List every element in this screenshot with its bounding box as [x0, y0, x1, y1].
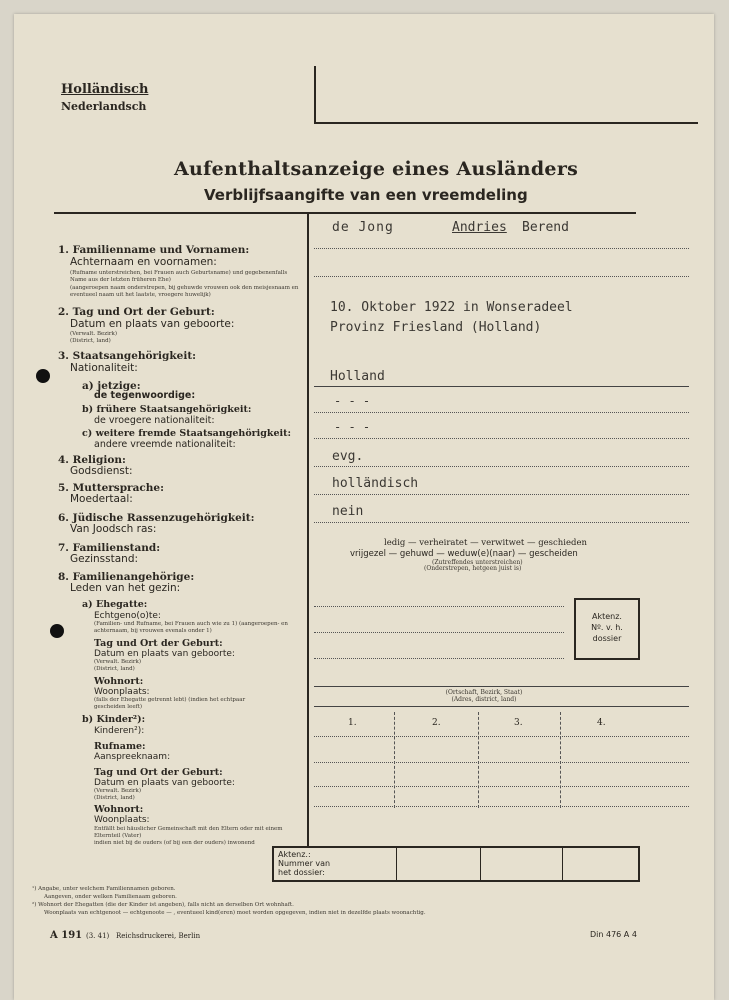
child-sep-2	[478, 712, 479, 808]
punch-hole-top	[36, 369, 50, 383]
marital-options-de: ledig — verheiratet — verwitwet — geschieden	[384, 538, 587, 548]
field-3c-label-de: c) weitere fremde Staatsangehörigkeit:	[82, 428, 292, 439]
child-col-3: 3.	[514, 718, 523, 728]
children-line-4	[314, 806, 689, 807]
field-7-label-de: 7. Familienstand:	[58, 542, 161, 554]
value-first-name: Andries	[452, 220, 507, 235]
field-8-label-de: 8. Familienangehörige:	[58, 571, 195, 583]
form-id: A 191	[50, 930, 83, 941]
field-8a-note: (Familien- und Rufname, bei Frauen auch wie zu 1) (aangeroepen- en achternaam, bij vrouwen evenals onder 1)	[94, 621, 288, 634]
din-format: Din 476 A 4	[590, 930, 637, 939]
title-nl: Verblijfsaangifte van een vreemdeling	[204, 186, 528, 204]
field-8b-label-nl: Kinderen²):	[94, 726, 145, 736]
nationality-other-line	[314, 438, 689, 439]
form-date: (3. 41)	[86, 932, 110, 940]
dossier-row-l2: Nummer van	[278, 859, 331, 868]
name-line-2	[314, 276, 689, 277]
dossier-box-line2: Nº. v. h.	[591, 623, 623, 632]
language-line	[314, 494, 689, 495]
spouse-rule	[314, 686, 689, 687]
field-1-label-de: 1. Familienname und Vornamen:	[58, 244, 250, 256]
header-rule	[54, 212, 636, 214]
registry-box-left	[314, 66, 316, 124]
value-nationality-now: Holland	[330, 369, 385, 384]
value-language: holländisch	[332, 476, 419, 491]
language-nl: Nederlandsch	[61, 100, 147, 113]
field-1-label-nl: Achternaam en voornamen:	[70, 256, 217, 268]
field-3a-label-de: a) jetzige:	[82, 380, 141, 392]
dossier-row-sep-1	[396, 848, 397, 880]
field-5-label-nl: Moedertaal:	[70, 493, 133, 505]
field-8a-birth-note: (Verwalt. Bezirk) (District, land)	[94, 659, 142, 672]
field-1-note-nl: (aangeroepen naam onderstrepen, bij gehuwde vrouwen ook den meisjesnaam en eventueel naam uit het laatste, vroegere huwelijk)	[70, 285, 299, 298]
field-8a-res-de: Wohnort:	[94, 676, 144, 687]
field-8b-res-de: Wohnort:	[94, 804, 144, 815]
field-8a-birth-de: Tag und Ort der Geburt:	[94, 638, 223, 649]
child-sep-1	[394, 712, 395, 808]
field-8a-res-nl: Woonplaats:	[94, 687, 150, 697]
field-7-label-nl: Gezinsstand:	[70, 553, 139, 565]
footnote-1-nl: Aangeven, onder welken Familienaam geboren.	[44, 894, 177, 900]
field-8b-name-nl: Aanspreeknaam:	[94, 752, 171, 762]
registry-box-bottom	[314, 122, 698, 124]
field-8b-res-nl: Woonplaats:	[94, 815, 150, 825]
value-surname: de Jong	[332, 220, 394, 235]
title-de: Aufenthaltsanzeige eines Ausländers	[174, 158, 579, 180]
value-nationality-other: - - -	[334, 420, 371, 434]
field-3-label-de: 3. Staatsangehörigkeit:	[58, 350, 197, 362]
form-sheet	[14, 14, 714, 1000]
column-divider	[307, 212, 309, 848]
value-second-name: Berend	[522, 220, 569, 235]
field-6-label-nl: Van Joodsch ras:	[70, 523, 157, 535]
dossier-row-sep-2	[480, 848, 481, 880]
spouse-line-2	[314, 632, 564, 633]
field-8a-label-de: a) Ehegatte:	[82, 599, 148, 610]
marital-note-nl: (Onderstrepen, hetgeen juist is)	[424, 565, 522, 572]
value-birth-line2: Provinz Friesland (Holland)	[330, 320, 542, 335]
field-3-label-nl: Nationaliteit:	[70, 362, 138, 374]
field-3c-label-nl: andere vreemde nationaliteit:	[94, 439, 236, 450]
field-8b-res-note: Entfällt bei häuslicher Gemeinschaft mit den Eltern oder mit einem Elternteil (Vater)	[94, 826, 283, 839]
footnote-1-de: ¹) Angabe, unter welchem Familiennamen geboren.	[32, 886, 176, 892]
field-8b-birth-de: Tag und Ort der Geburt:	[94, 767, 223, 778]
marital-note-de: (Zutreffendes unterstreichen)	[432, 559, 523, 566]
nationality-line	[314, 386, 689, 387]
field-8b-name-de: Rufname:	[94, 741, 146, 752]
dossier-box-line3: dossier	[592, 634, 622, 643]
field-5-label-de: 5. Muttersprache:	[58, 482, 164, 494]
punch-hole-bottom	[50, 624, 64, 638]
field-3b-label-nl: de vroegere nationaliteit:	[94, 415, 215, 426]
address-note: (Ortschaft, Bezirk, Staat) (Adres, district, land)	[445, 689, 523, 703]
field-8-label-nl: Leden van het gezin:	[70, 582, 181, 594]
marital-options-nl: vrijgezel — gehuwd — weduw(e)(naar) — gescheiden	[350, 549, 578, 559]
children-line-3	[314, 786, 689, 787]
value-nationality-prev: - - -	[334, 394, 371, 408]
value-jewish: nein	[332, 504, 364, 519]
children-line-2	[314, 762, 689, 763]
children-top-rule	[314, 706, 689, 707]
child-col-2: 2.	[432, 718, 441, 728]
religion-line	[314, 466, 689, 467]
value-birth-line1: 10. Oktober 1922 in Wonseradeel	[330, 300, 573, 315]
field-4-label-de: 4. Religion:	[58, 454, 126, 466]
field-2-label-de: 2. Tag und Ort der Geburt:	[58, 306, 215, 318]
spouse-line-1	[314, 606, 564, 607]
field-1-note-de: (Rufname unterstreichen, bei Frauen auch Geburtsname) und gegebenenfalls Name aus der letzten früheren Ehe)	[70, 270, 288, 283]
field-2-label-nl: Datum en plaats van geboorte:	[70, 318, 235, 330]
footnote-2-nl: Woonplaats van echtgenoot — echtgenoote — , eventueel kind(eren) moet worden opgegeven, indien niet in dezelfde plaats woonachtig.	[44, 910, 426, 916]
field-8b-res-note-nl: indien niet bij de ouders (of bij een der ouders) inwonend	[94, 840, 255, 846]
nationality-prev-line	[314, 412, 689, 413]
field-3b-label-de: b) frühere Staatsangehörigkeit:	[82, 404, 252, 415]
field-8a-res-note: (falls der Ehegatte getrennt lebt) (indien het echtpaar gescheiden leeft)	[94, 697, 246, 710]
dossier-row-l3: het dossier:	[278, 868, 325, 877]
child-col-1: 1.	[348, 718, 357, 728]
dossier-row-sep-3	[562, 848, 563, 880]
dossier-row-l1: Aktenz.:	[278, 850, 311, 859]
field-2-note: (Verwalt. Bezirk) (District, land)	[70, 331, 118, 344]
field-3a-label-nl: de tegenwoordige:	[94, 390, 196, 401]
field-8a-birth-nl: Datum en plaats van geboorte:	[94, 649, 235, 659]
child-col-4: 4.	[597, 718, 606, 728]
dossier-row	[272, 846, 640, 882]
footnote-2-de: ²) Wohnort der Ehegatten (die der Kinder ist angeben), falls nicht an derselben Ort wohnhaft.	[32, 902, 294, 908]
field-8b-birth-note: (Verwalt. Bezirk) (District, land)	[94, 788, 142, 801]
children-line-1	[314, 736, 689, 737]
child-sep-3	[560, 712, 561, 808]
dossier-box-line1: Aktenz.	[592, 612, 622, 621]
field-8a-label-nl: Echtgeno(o)te:	[94, 611, 161, 621]
spouse-line-3	[314, 658, 564, 659]
dossier-box	[574, 598, 640, 660]
field-8b-label-de: b) Kinder²):	[82, 714, 146, 725]
language-de: Holländisch	[61, 82, 149, 97]
field-8b-birth-nl: Datum en plaats van geboorte:	[94, 778, 235, 788]
name-line-1	[314, 248, 689, 249]
field-6-label-de: 6. Jüdische Rassenzugehörigkeit:	[58, 512, 255, 524]
printer: Reichsdruckerei, Berlin	[116, 932, 201, 940]
field-4-label-nl: Godsdienst:	[70, 465, 133, 477]
jewish-line	[314, 522, 689, 523]
value-religion: evg.	[332, 449, 364, 464]
